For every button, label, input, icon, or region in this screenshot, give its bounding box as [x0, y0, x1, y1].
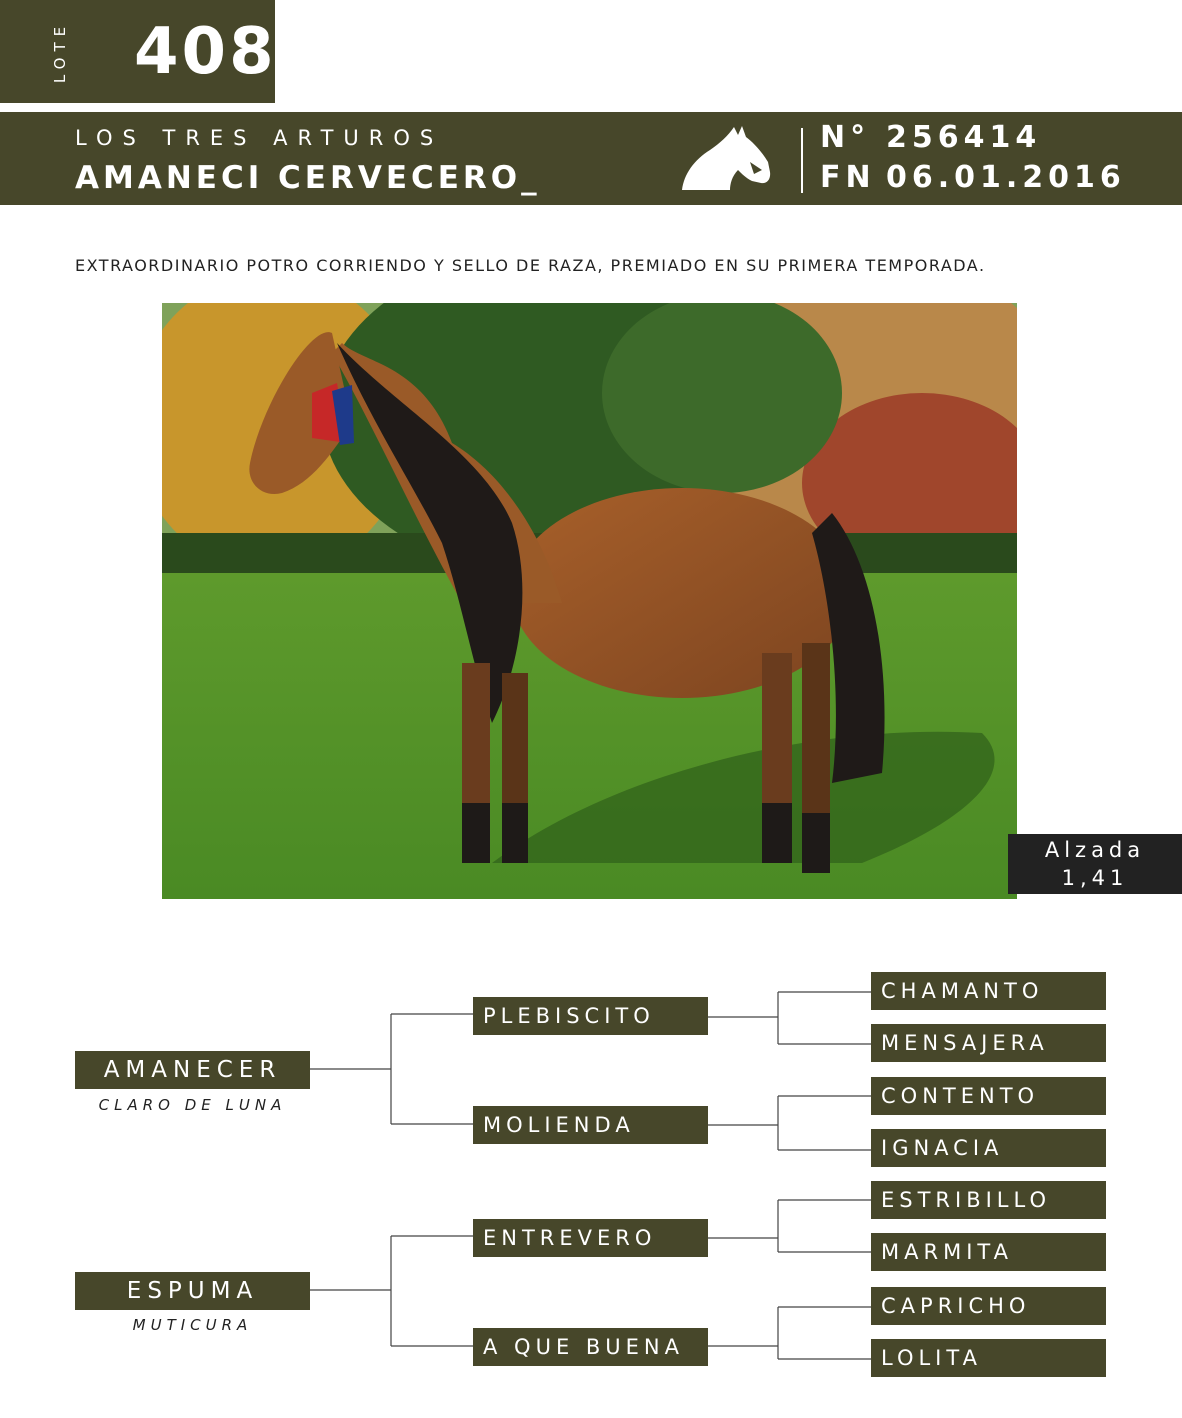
- height-badge: [1008, 834, 1182, 894]
- birth-label: FN: [820, 160, 876, 195]
- registry-label: N°: [820, 120, 871, 155]
- birth-row: [820, 160, 1126, 195]
- sire-name: AMANECER: [75, 1051, 310, 1089]
- grandparent-1: PLEBISCITO: [473, 997, 708, 1035]
- grandparent-2: MOLIENDA: [473, 1106, 708, 1144]
- height-value: 1,41: [1061, 866, 1129, 890]
- lot-badge: [0, 0, 275, 103]
- dam-breeder: MUTICURA: [132, 1316, 253, 1334]
- great-grandparent-3: CONTENTO: [871, 1077, 1106, 1115]
- header-divider: [801, 128, 803, 193]
- great-grandparent-8: LOLITA: [871, 1339, 1106, 1377]
- great-grandparent-7: CAPRICHO: [871, 1287, 1106, 1325]
- grandparent-4: A QUE BUENA: [473, 1328, 708, 1366]
- sire-breeder: CLARO DE LUNA: [98, 1096, 287, 1114]
- horse-head-icon: [680, 124, 772, 194]
- great-grandparent-1: CHAMANTO: [871, 972, 1106, 1010]
- registry-number: 256414: [886, 120, 1042, 155]
- birth-date: 06.01.2016: [886, 160, 1126, 195]
- great-grandparent-2: MENSAJERA: [871, 1024, 1106, 1062]
- description: EXTRAORDINARIO POTRO CORRIENDO Y SELLO DE RAZA, PREMIADO EN SU PRIMERA TEMPORADA.: [75, 256, 986, 275]
- horse-name: AMANECI CERVECERO_: [75, 160, 541, 196]
- registry-row: [820, 120, 1041, 155]
- great-grandparent-6: MARMITA: [871, 1233, 1106, 1271]
- dam-name: ESPUMA: [75, 1272, 310, 1310]
- height-label: Alzada: [1044, 838, 1146, 862]
- lot-label: LOTE: [51, 20, 69, 84]
- breeder-name: LOS TRES ARTUROS: [75, 126, 444, 150]
- lot-number: 408: [134, 15, 277, 89]
- bay-horse-photo: [162, 303, 1017, 899]
- great-grandparent-4: IGNACIA: [871, 1129, 1106, 1167]
- grandparent-3: ENTREVERO: [473, 1219, 708, 1257]
- great-grandparent-5: ESTRIBILLO: [871, 1181, 1106, 1219]
